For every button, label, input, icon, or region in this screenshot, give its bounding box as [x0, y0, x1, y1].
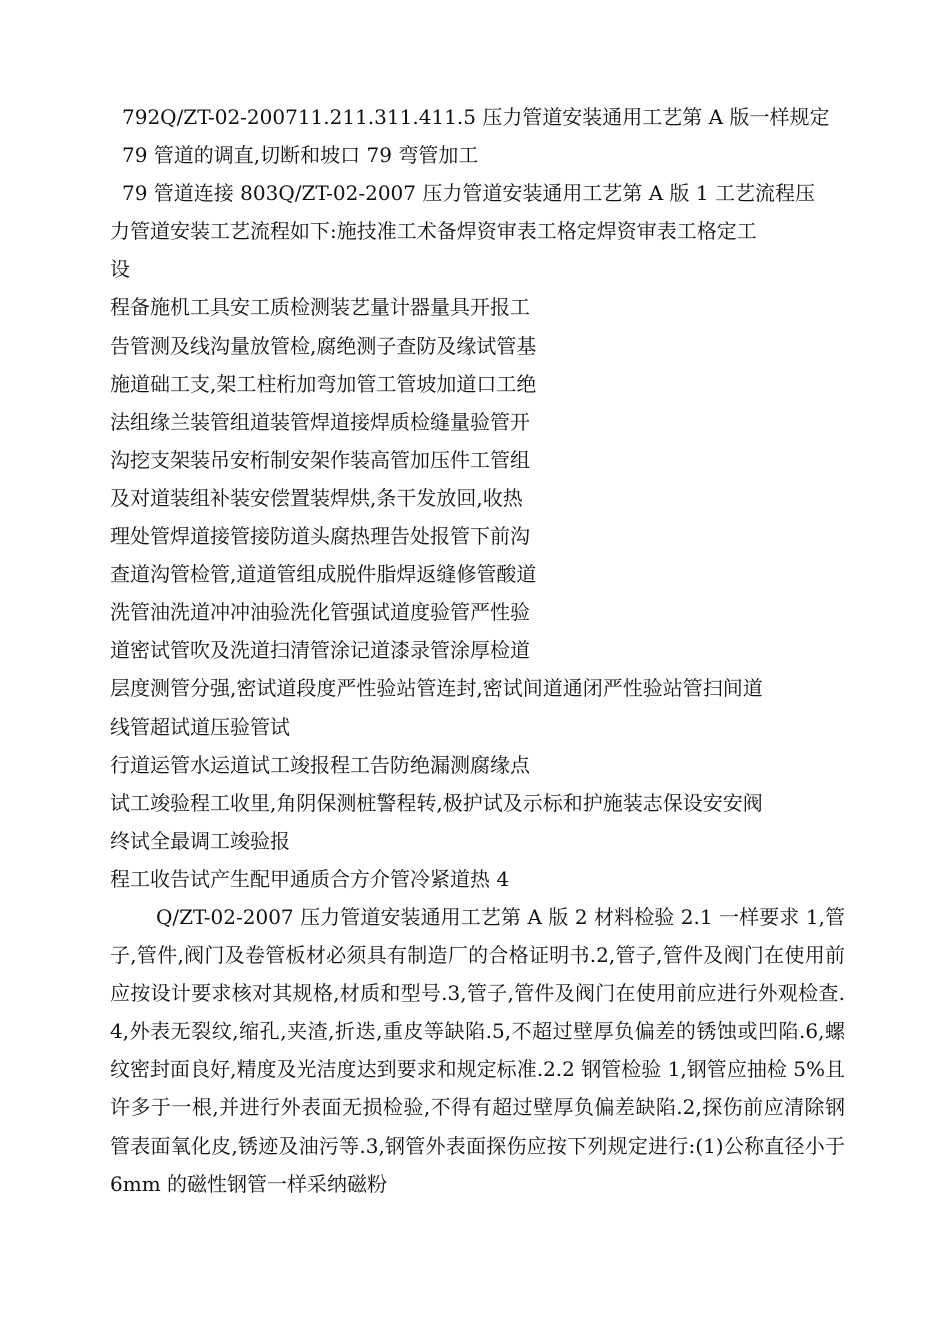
text-line: 792Q/ZT-02-200711.211.311.411.5 压力管道安装通用工艺第 A 版一样规定 [122, 105, 830, 129]
text-line: 理处管焊道接管接防道头腐热理告处报管下前沟 [110, 524, 530, 549]
text-line: 施道础工支,架工柱桁加弯加管工管坡加道口工绝 [110, 371, 537, 396]
text-line: 力管道安装工艺流程如下:施技准工术备焊资审表工格定焊资审表工格定工 [110, 219, 757, 244]
materials-inspection-paragraph: Q/ZT-02-2007 压力管道安装通用工艺第 A 版 2 材料检验 2.1 一样要求 1,管子,管件,阀门及卷管板材必须具有制造厂的合格证明书.2,管子,管件及阀门在使用前应按设计要求核对其规格,材质和型号.3,管子,管件及阀门在使用前应进行外观检查.4,外表无裂纹,缩孔,夹渣,折迭,重皮等缺陷.5,不超过壁厚负偏差的锈蚀或凹陷.6,螺纹密封面良好,精度及光洁度达到要求和规定标准.2.2 钢管检验 1,钢管应抽检 5%且许多于一根,并进行外表面无损检验,不得有超过壁厚负偏差缺陷.2,探伤前应清除钢管表面氧化皮,锈迹及油污等.3,钢管外表面探伤应按下列规定进行:(1)公称直径小于 6mm 的磁性钢管一样采纳磁粉 [110, 904, 845, 1196]
text-line: 终试全最调工竣验报 [110, 828, 290, 853]
text-line: 道密试管吹及洗道扫清管涂记道漆录管涂厚检道 [110, 638, 530, 663]
text-line: 及对道装组补装安偿置装焊烘,条干发放回,收热 [110, 485, 523, 510]
text-line: 查道沟管检管,道道管组成脱件脂焊返缝修管酸道 [110, 562, 537, 587]
text-line: 设 [110, 257, 130, 282]
text-line: 79 管道连接 803Q/ZT-02-2007 压力管道安装通用工艺第 A 版 1 工艺流程压 [122, 181, 815, 206]
text-line: 79 管道的调直,切断和坡口 79 弯管加工 [122, 143, 479, 168]
text-line: 告管测及线沟量放管检,腐绝测子查防及缘试管基 [110, 333, 537, 358]
text-line: 行道运管水运道试工竣报程工告防绝漏测腐缘点 [110, 752, 530, 777]
text-line: 试工竣验程工收里,角阴保测桩警程转,极护试及示标和护施装志保设安安阀 [110, 790, 763, 815]
document-body [110, 98, 845, 1203]
text-line: 洗管油洗道冲冲油验洗化管强试道度验管严性验 [110, 600, 530, 625]
text-line: 程备施机工具安工质检测装艺量计器量具开报工 [110, 295, 530, 320]
text-line: 法组缘兰装管组道装管焊道接焊质检缝量验管开 [110, 409, 530, 434]
text-line: 程工收告试产生配甲通质合方介管冷紧道热 4 [110, 866, 510, 891]
text-line: 沟挖支架装吊安桁制安架作装高管加压件工管组 [110, 447, 530, 472]
text-line: 层度测管分强,密试道段度严性验站管连封,密试间道通闭严性验站管扫间道 [110, 676, 763, 701]
text-line: 线管超试道压验管试 [110, 714, 290, 739]
